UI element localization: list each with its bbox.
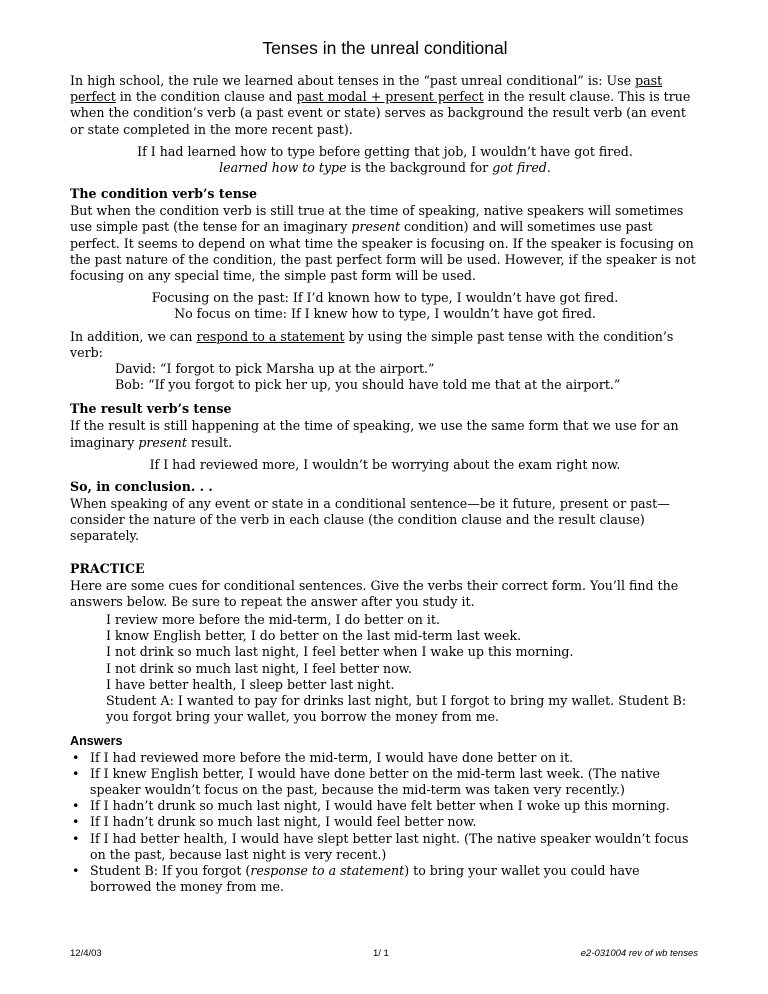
intro-text: In high school, the rule we learned about tenses in the “past unreal conditional” is: Use: [70, 73, 636, 88]
intro-term-past-perfect: past perfect: [70, 73, 663, 105]
answer-text: Student B: If you forgot (: [90, 862, 251, 878]
example-no-focus: No focus on time: If I knew how to type, I wouldn’t have got fired.: [174, 306, 596, 322]
practice-intro: Here are some cues for conditional sentences. Give the verbs their correct form. You’ll find the answers below. Be sure to repeat the answer after you study it.: [70, 577, 679, 609]
footer-reference: e2-031004 rev of wb tenses: [580, 948, 698, 959]
intro-text: in the result clause. This is true when the condition’s verb (a past event or state) serves as background the result verb (an event or state completed in the more recent past).: [70, 89, 691, 137]
intro-term-past-modal: past modal + present perfect: [296, 89, 484, 105]
example-text: is the background for: [346, 160, 493, 176]
respond-text: by using the simple past tense with the condition’s verb:: [70, 328, 674, 360]
practice-item: Student A: I wanted to pay for drinks last night, but I forgot to bring my wallet. Student B: you forgot bring your wallet, you borrow the money from me.: [106, 693, 687, 725]
dialogue-line-david: David: “I forgot to pick Marsha up at the airport.”: [115, 361, 435, 377]
answer-text: ) to bring your wallet you could have borrowed the money from me.: [90, 862, 640, 895]
section-heading-condition: The condition verb’s tense: [70, 186, 257, 202]
dialogue-line-bob: Bob: “If you forgot to pick her up, you should have told me that at the airport.”: [115, 377, 621, 393]
answer-item: • If I had reviewed more before the mid-term, I would have done better on it.: [70, 750, 700, 766]
answer-item: • If I hadn’t drunk so much last night, I would feel better now.: [70, 814, 700, 830]
answer-italic: response to a statement: [250, 862, 405, 878]
example-italic: learned how to type: [219, 160, 347, 176]
practice-item: I not drink so much last night, I feel better now.: [106, 660, 412, 676]
footer-page-number: 1/ 1: [373, 948, 389, 959]
example-past-focus: Focusing on the past: If I’d known how to type, I wouldn’t have got fired.: [151, 290, 619, 306]
section-heading-result: The result verb’s tense: [70, 401, 232, 417]
result-example: If I had reviewed more, I wouldn’t be worrying about the exam right now.: [149, 456, 621, 472]
example-text: .: [546, 160, 551, 176]
answer-item: • If I had better health, I would have slept better last night. (The native speaker wouldn’t focus on the past, because last night is very recent.): [70, 831, 700, 863]
answers-list: [70, 750, 700, 896]
practice-heading: PRACTICE: [70, 560, 145, 576]
example-italic: got fired: [492, 160, 547, 176]
answers-heading: Answers: [70, 733, 123, 748]
answer-item: • If I hadn’t drunk so much last night, I would have felt better when I woke up this morning.: [70, 798, 700, 814]
footer-date: 12/4/03: [70, 948, 102, 959]
practice-item: I review more before the mid-term, I do better on it.: [106, 612, 440, 628]
practice-item: I not drink so much last night, I feel better when I wake up this morning.: [106, 644, 574, 660]
result-paragraph: [70, 418, 700, 450]
result-text: If the result is still happening at the time of speaking, we use the same form that we use for an imaginary: [70, 418, 679, 450]
answer-item: [70, 863, 700, 895]
respond-term: respond to a statement: [196, 328, 345, 344]
practice-list: [70, 612, 700, 725]
intro-text: in the condition clause and: [115, 89, 297, 105]
condition-italic: present: [351, 219, 401, 235]
answer-item: • If I knew English better, I would have done better on the mid-term last week. (The native speaker wouldn’t focus on the past, because the mid-term was taken very recently.): [70, 766, 700, 798]
condition-text: condition) and will sometimes use past perfect. It seems to depend on what time the speaker is focusing on. If the speaker is focusing on the past nature of the condition, the past perfect form will be used. However, if the speaker is not focusing on any special time, the simple past form will be used.: [70, 219, 696, 284]
practice-item: I know English better, I do better on the last mid-term last week.: [106, 628, 522, 644]
page-title: Tenses in the unreal conditional: [262, 38, 508, 58]
result-italic: present: [138, 434, 187, 450]
section-heading-conclusion: So, in conclusion. . .: [70, 479, 213, 495]
practice-item: I have better health, I sleep better last night.: [106, 676, 395, 692]
conclusion-paragraph: When speaking of any event or state in a conditional sentence—be it future, present or past—consider the nature of the verb in each clause (the condition clause and the result clause) separately.: [70, 496, 670, 544]
document-page: [70, 38, 700, 895]
respond-paragraph: [70, 329, 700, 361]
respond-text: In addition, we can: [70, 328, 197, 344]
condition-text: But when the condition verb is still true at the time of speaking, native speakers will sometimes use simple past (the tense for an imaginary: [70, 203, 684, 235]
intro-paragraph: [70, 73, 700, 138]
example-explanation: [70, 160, 700, 176]
example-sentence: If I had learned how to type before getting that job, I wouldn’t have got fired.: [137, 143, 633, 159]
condition-paragraph: [70, 203, 700, 284]
result-text: result.: [186, 434, 233, 450]
